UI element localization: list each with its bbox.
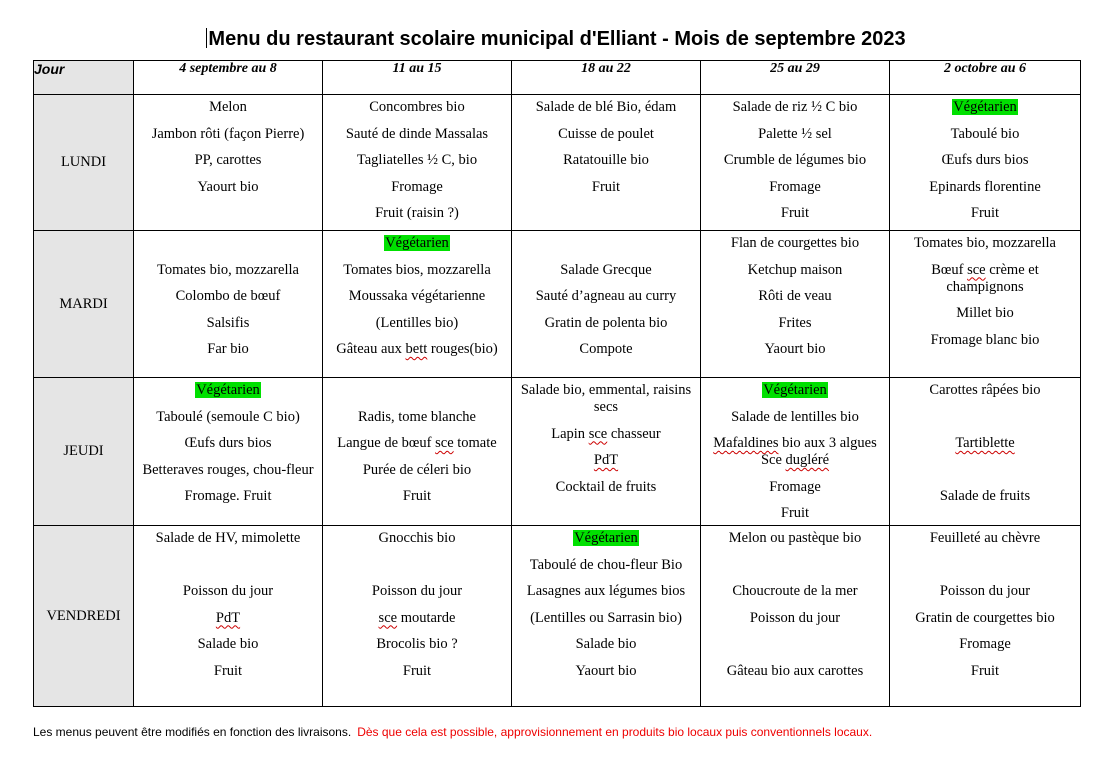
- menu-item: [138, 636, 318, 653]
- menu-cell: [701, 95, 890, 231]
- menu-item-text: [594, 452, 618, 468]
- menu-item-text: Salade bio: [197, 636, 259, 652]
- menu-item: [516, 152, 696, 169]
- menu-item: [327, 583, 507, 600]
- menu-cell: [512, 526, 701, 707]
- menu-item: [327, 636, 507, 653]
- menu-item-text: Millet bio: [956, 305, 1014, 321]
- day-row: [34, 378, 1081, 526]
- menu-item-text: Moussaka végétarienne: [348, 288, 486, 304]
- menu-item: [138, 488, 318, 505]
- menu-item: [705, 583, 885, 600]
- menu-item-text: Salade de lentilles bio: [731, 408, 859, 425]
- menu-item: [705, 479, 885, 496]
- menu-item-text: Poisson du jour: [182, 583, 274, 599]
- menu-item: [327, 152, 507, 169]
- day-label: MARDI: [34, 231, 134, 378]
- menu-item: [327, 341, 507, 358]
- menu-item: [705, 288, 885, 305]
- menu-cell: [890, 95, 1081, 231]
- menu-item-text: Melon: [209, 99, 247, 115]
- menu-item: [894, 488, 1076, 505]
- menu-item-text: Poisson du jour: [749, 609, 841, 626]
- menu-item-text: Radis, tome blanche: [358, 408, 476, 425]
- menu-item: [516, 262, 696, 279]
- menu-item: [705, 99, 885, 116]
- menu-item: [516, 99, 696, 116]
- menu-item: [138, 288, 318, 305]
- menu-item-text: Far bio: [207, 341, 249, 357]
- menu-item-text: Gâteau aux bett rouges(bio): [336, 341, 498, 357]
- menu-cell: [134, 231, 323, 378]
- menu-cell: [323, 526, 512, 707]
- vegetarian-badge: [516, 530, 696, 547]
- menu-spacer: [138, 235, 318, 252]
- menu-item: [894, 305, 1076, 322]
- menu-item-text: Fruit (raisin ?): [375, 205, 459, 221]
- menu-item: [705, 205, 885, 222]
- menu-item: [327, 488, 507, 505]
- menu-cell-content: [323, 231, 511, 377]
- menu-item: [894, 583, 1076, 600]
- menu-cell-content: [890, 378, 1080, 525]
- menu-item: [138, 530, 318, 547]
- menu-item-text: Fromage: [959, 636, 1011, 652]
- menu-item-text: Poisson du jour: [371, 583, 463, 599]
- menu-item-text: Végétarien: [385, 235, 449, 251]
- menu-item: [327, 462, 507, 479]
- menu-item: [894, 262, 1076, 296]
- menu-item: [894, 126, 1076, 143]
- menu-cell: [701, 378, 890, 526]
- menu-item: [894, 382, 1076, 399]
- menu-item: [516, 288, 696, 305]
- menu-item-text: Compote: [579, 341, 633, 357]
- menu-cell: [323, 231, 512, 378]
- menu-item-text: Sauté de dinde Massalas: [345, 125, 489, 142]
- menu-item: [705, 409, 885, 426]
- menu-item: [705, 663, 885, 680]
- menu-item: [138, 409, 318, 426]
- menu-item-text: Frites: [778, 314, 812, 331]
- menu-item-text: Végétarien: [953, 99, 1017, 115]
- menu-item-text: Salade bio, emmental, raisins secs: [520, 382, 692, 415]
- menu-cell-content: [701, 95, 889, 230]
- menu-item-text: Langue de bœuf sce tomate: [337, 435, 497, 451]
- menu-item: [705, 152, 885, 169]
- menu-table: [33, 60, 1081, 707]
- menu-item: [705, 505, 885, 522]
- menu-item-text: Végétarien: [196, 382, 260, 398]
- menu-item-text: Ratatouille bio: [563, 152, 649, 168]
- menu-item: [138, 462, 318, 479]
- menu-item-text: Yaourt bio: [764, 341, 826, 357]
- menu-item: [894, 435, 1076, 452]
- menu-item: [327, 262, 507, 279]
- menu-item-text: Taboulé de chou-fleur Bio: [529, 556, 683, 573]
- menu-item-text: Fruit: [402, 662, 432, 679]
- menu-cell: [134, 378, 323, 526]
- menu-item-text: Brocolis bio ?: [376, 636, 458, 652]
- menu-cell: [323, 95, 512, 231]
- menu-item-text: Fruit: [402, 488, 432, 504]
- menu-cell-content: [701, 526, 889, 706]
- menu-item: [894, 610, 1076, 627]
- menu-item: [705, 435, 885, 469]
- menu-item-text: Fruit: [591, 178, 621, 195]
- day-row: [34, 95, 1081, 231]
- menu-item: [516, 341, 696, 358]
- menu-item-text: Fromage. Fruit: [184, 488, 272, 504]
- menu-item: [138, 262, 318, 279]
- menu-item: [138, 179, 318, 196]
- menu-item-text: Fruit: [780, 505, 810, 521]
- menu-cell: [134, 95, 323, 231]
- menu-item-text: Lasagnes aux légumes bios: [526, 583, 686, 599]
- menu-cell: [512, 378, 701, 526]
- menu-item: [138, 341, 318, 358]
- spellcheck-mark: bett: [405, 341, 428, 357]
- page-title: [0, 28, 1112, 51]
- menu-item-text: Salade de blé Bio, édam: [535, 99, 677, 115]
- menu-item: [894, 663, 1076, 680]
- menu-cell: [701, 526, 890, 707]
- menu-cell: [512, 95, 701, 231]
- menu-item: [705, 341, 885, 358]
- spellcheck-mark: sce: [435, 435, 454, 451]
- menu-item-text: Jambon rôti (façon Pierre): [151, 125, 305, 142]
- menu-cell-content: [701, 378, 889, 525]
- menu-cell-content: [323, 378, 511, 525]
- menu-cell-content: [134, 526, 322, 706]
- menu-item-text: Yaourt bio: [197, 178, 259, 195]
- menu-item-text: Purée de céleri bio: [362, 461, 472, 478]
- menu-item-text: Gratin de polenta bio: [544, 314, 668, 331]
- menu-item: [516, 315, 696, 332]
- menu-item-text: Epinards florentine: [929, 178, 1041, 195]
- menu-spacer: [138, 557, 318, 574]
- menu-cell-content: [512, 231, 700, 377]
- footer-note: [33, 725, 872, 739]
- menu-item-text: Fromage blanc bio: [930, 331, 1040, 348]
- menu-cell-content: [512, 526, 700, 706]
- menu-item-text: (Lentilles ou Sarrasin bio): [530, 609, 682, 626]
- menu-item-text: Tomates bios, mozzarella: [343, 261, 491, 278]
- menu-item: [516, 426, 696, 443]
- menu-item-text: (Lentilles bio): [375, 314, 459, 331]
- menu-spacer: [327, 382, 507, 399]
- menu-item: [327, 126, 507, 143]
- menu-item: [705, 179, 885, 196]
- menu-item: [516, 610, 696, 627]
- menu-item-text: Végétarien: [763, 382, 827, 398]
- menu-cell-content: [134, 231, 322, 377]
- menu-item: [705, 530, 885, 547]
- column-header-jour: Jour: [34, 61, 134, 95]
- column-header-week: 11 au 15: [323, 61, 512, 95]
- menu-item-text: Crumble de légumes bio: [723, 152, 867, 168]
- menu-item: [705, 262, 885, 279]
- menu-item-text: Rôti de veau: [758, 288, 832, 304]
- menu-spacer: [516, 235, 696, 252]
- spellcheck-mark: PdT: [215, 609, 241, 626]
- menu-cell: [890, 526, 1081, 707]
- menu-item: [327, 205, 507, 222]
- menu-cell: [890, 378, 1081, 526]
- menu-spacer: [705, 636, 885, 653]
- menu-item-text: Salade de fruits: [939, 488, 1031, 504]
- menu-spacer: [894, 462, 1076, 479]
- vegetarian-badge: [705, 382, 885, 399]
- day-row: [34, 231, 1081, 378]
- menu-item-text: Melon ou pastèque bio: [728, 530, 862, 546]
- menu-item: [327, 610, 507, 627]
- menu-item: [705, 610, 885, 627]
- menu-item: [327, 409, 507, 426]
- vegetarian-badge: [894, 99, 1076, 116]
- menu-cell-content: [890, 526, 1080, 706]
- menu-item-text: Mafaldines bio aux 3 algues Sce dugléré: [713, 435, 877, 468]
- menu-item: [327, 663, 507, 680]
- footer-note-red: Dès que cela est possible, approvisionnement en produits bio locaux puis conventionnels locaux.: [357, 725, 873, 739]
- menu-item-text: Choucroute de la mer: [732, 583, 858, 599]
- menu-item: [327, 315, 507, 332]
- menu-item-text: Sauté d’agneau au curry: [535, 288, 677, 304]
- menu-item: [894, 530, 1076, 547]
- menu-item: [138, 315, 318, 332]
- spellcheck-mark: Tartiblette: [955, 435, 1015, 451]
- menu-item-text: [955, 435, 1014, 451]
- menu-item: [138, 126, 318, 143]
- spellcheck-mark: sce: [378, 609, 398, 626]
- menu-item: [516, 636, 696, 653]
- menu-item-text: Cocktail de fruits: [555, 478, 657, 495]
- menu-item-text: Colombo de bœuf: [175, 288, 281, 304]
- column-header-week: 18 au 22: [512, 61, 701, 95]
- menu-item-text: Tomates bio, mozzarella: [157, 261, 299, 278]
- menu-item: [138, 610, 318, 627]
- menu-cell: [323, 378, 512, 526]
- vegetarian-badge: [138, 382, 318, 399]
- menu-item: [138, 583, 318, 600]
- spellcheck-mark: PdT: [593, 452, 619, 468]
- menu-item-text: PP, carottes: [194, 152, 262, 168]
- menu-cell-content: [512, 95, 700, 230]
- menu-item: [894, 332, 1076, 349]
- menu-item-text: Yaourt bio: [575, 662, 637, 679]
- menu-cell-content: [890, 95, 1080, 230]
- menu-item-text: sce moutarde: [378, 609, 456, 626]
- menu-spacer: [894, 557, 1076, 574]
- menu-item: [327, 99, 507, 116]
- menu-spacer: [705, 557, 885, 574]
- menu-item: [894, 235, 1076, 252]
- menu-item: [516, 583, 696, 600]
- menu-item: [516, 452, 696, 469]
- menu-item-text: Tomates bio, mozzarella: [914, 235, 1056, 251]
- menu-item: [138, 663, 318, 680]
- menu-spacer: [894, 409, 1076, 426]
- menu-spacer: [327, 557, 507, 574]
- menu-item: [516, 663, 696, 680]
- header-row: [34, 61, 1081, 95]
- column-header-week: 2 octobre au 6: [890, 61, 1081, 95]
- menu-item: [516, 382, 696, 416]
- menu-item: [894, 205, 1076, 222]
- menu-item: [138, 152, 318, 169]
- menu-cell: [701, 231, 890, 378]
- menu-item-text: [216, 610, 240, 626]
- menu-item: [894, 179, 1076, 196]
- column-header-week: 4 septembre au 8: [134, 61, 323, 95]
- menu-item-text: Ketchup maison: [747, 261, 843, 278]
- column-header-week: 25 au 29: [701, 61, 890, 95]
- menu-item: [894, 636, 1076, 653]
- menu-item-text: Fruit: [970, 662, 1000, 679]
- day-row: [34, 526, 1081, 707]
- menu-cell: [890, 231, 1081, 378]
- menu-item: [516, 479, 696, 496]
- menu-item: [516, 557, 696, 574]
- menu-item-text: Poisson du jour: [939, 583, 1031, 599]
- spellcheck-mark: dugléré: [785, 452, 830, 468]
- menu-item: [705, 235, 885, 252]
- title-text: Menu du restaurant scolaire municipal d'Elliant - Mois de septembre 2023: [208, 28, 906, 50]
- menu-item: [327, 530, 507, 547]
- spellcheck-mark: sce: [967, 261, 986, 278]
- menu-cell-content: [134, 95, 322, 230]
- menu-item-text: Tagliatelles ½ C, bio: [356, 152, 478, 168]
- menu-item-text: Flan de courgettes bio: [730, 235, 860, 251]
- menu-cell-content: [512, 378, 700, 525]
- spellcheck-mark: Mafaldines: [713, 435, 779, 451]
- menu-item-text: Betteraves rouges, chou-fleur: [142, 461, 314, 478]
- menu-cell-content: [323, 526, 511, 706]
- menu-item-text: Salade bio: [575, 636, 637, 652]
- menu-item-text: Fruit: [970, 205, 1000, 221]
- menu-item-text: Gratin de courgettes bio: [915, 609, 1055, 626]
- menu-item: [516, 126, 696, 143]
- menu-item-text: Bœuf sce crème et champignons: [931, 261, 1039, 295]
- menu-item: [327, 435, 507, 452]
- menu-item: [516, 179, 696, 196]
- menu-item-text: Taboulé (semoule C bio): [156, 408, 300, 425]
- menu-item-text: Gâteau bio aux carottes: [726, 662, 864, 679]
- day-label: VENDREDI: [34, 526, 134, 707]
- day-label: LUNDI: [34, 95, 134, 231]
- menu-item-text: Gnocchis bio: [378, 530, 456, 546]
- menu-item: [327, 288, 507, 305]
- menu-item-text: Fromage: [769, 178, 821, 195]
- footer-note-text: Les menus peuvent être modifiés en fonction des livraisons.: [33, 725, 352, 739]
- menu-item-text: Fruit: [213, 662, 243, 679]
- menu-item-text: Concombres bio: [369, 99, 465, 115]
- menu-item-text: Salade de riz ½ C bio: [732, 99, 858, 115]
- menu-item-text: Salsifis: [206, 314, 250, 331]
- menu-cell-content: [323, 95, 511, 230]
- menu-cell-content: [134, 378, 322, 525]
- menu-item-text: Salade de HV, mimolette: [155, 530, 301, 546]
- menu-item-text: Végétarien: [574, 530, 638, 546]
- day-label: JEUDI: [34, 378, 134, 526]
- menu-item: [705, 126, 885, 143]
- menu-item: [138, 435, 318, 452]
- menu-item: [138, 99, 318, 116]
- menu-item-text: Œufs durs bios: [941, 152, 1029, 168]
- menu-item-text: Salade Grecque: [560, 261, 652, 278]
- menu-cell: [512, 231, 701, 378]
- spellcheck-mark: sce: [588, 425, 608, 442]
- menu-cell-content: [701, 231, 889, 377]
- menu-item-text: Taboulé bio: [950, 125, 1020, 142]
- menu-item-text: Fromage: [391, 178, 443, 195]
- menu-item: [894, 152, 1076, 169]
- vegetarian-badge: [327, 235, 507, 252]
- menu-cell: [134, 526, 323, 707]
- menu-item-text: Fruit: [780, 205, 810, 221]
- menu-item: [705, 315, 885, 332]
- menu-item-text: Fromage: [769, 478, 821, 495]
- menu-item-text: Feuilleté au chèvre: [929, 530, 1041, 546]
- menu-item-text: Lapin sce chasseur: [551, 425, 661, 442]
- menu-item: [327, 179, 507, 196]
- menu-item-text: Cuisse de poulet: [558, 125, 654, 142]
- menu-item-text: Œufs durs bios: [184, 435, 272, 451]
- menu-item-text: Palette ½ sel: [758, 125, 832, 142]
- menu-cell-content: [890, 231, 1080, 377]
- menu-item-text: Carottes râpées bio: [929, 382, 1041, 398]
